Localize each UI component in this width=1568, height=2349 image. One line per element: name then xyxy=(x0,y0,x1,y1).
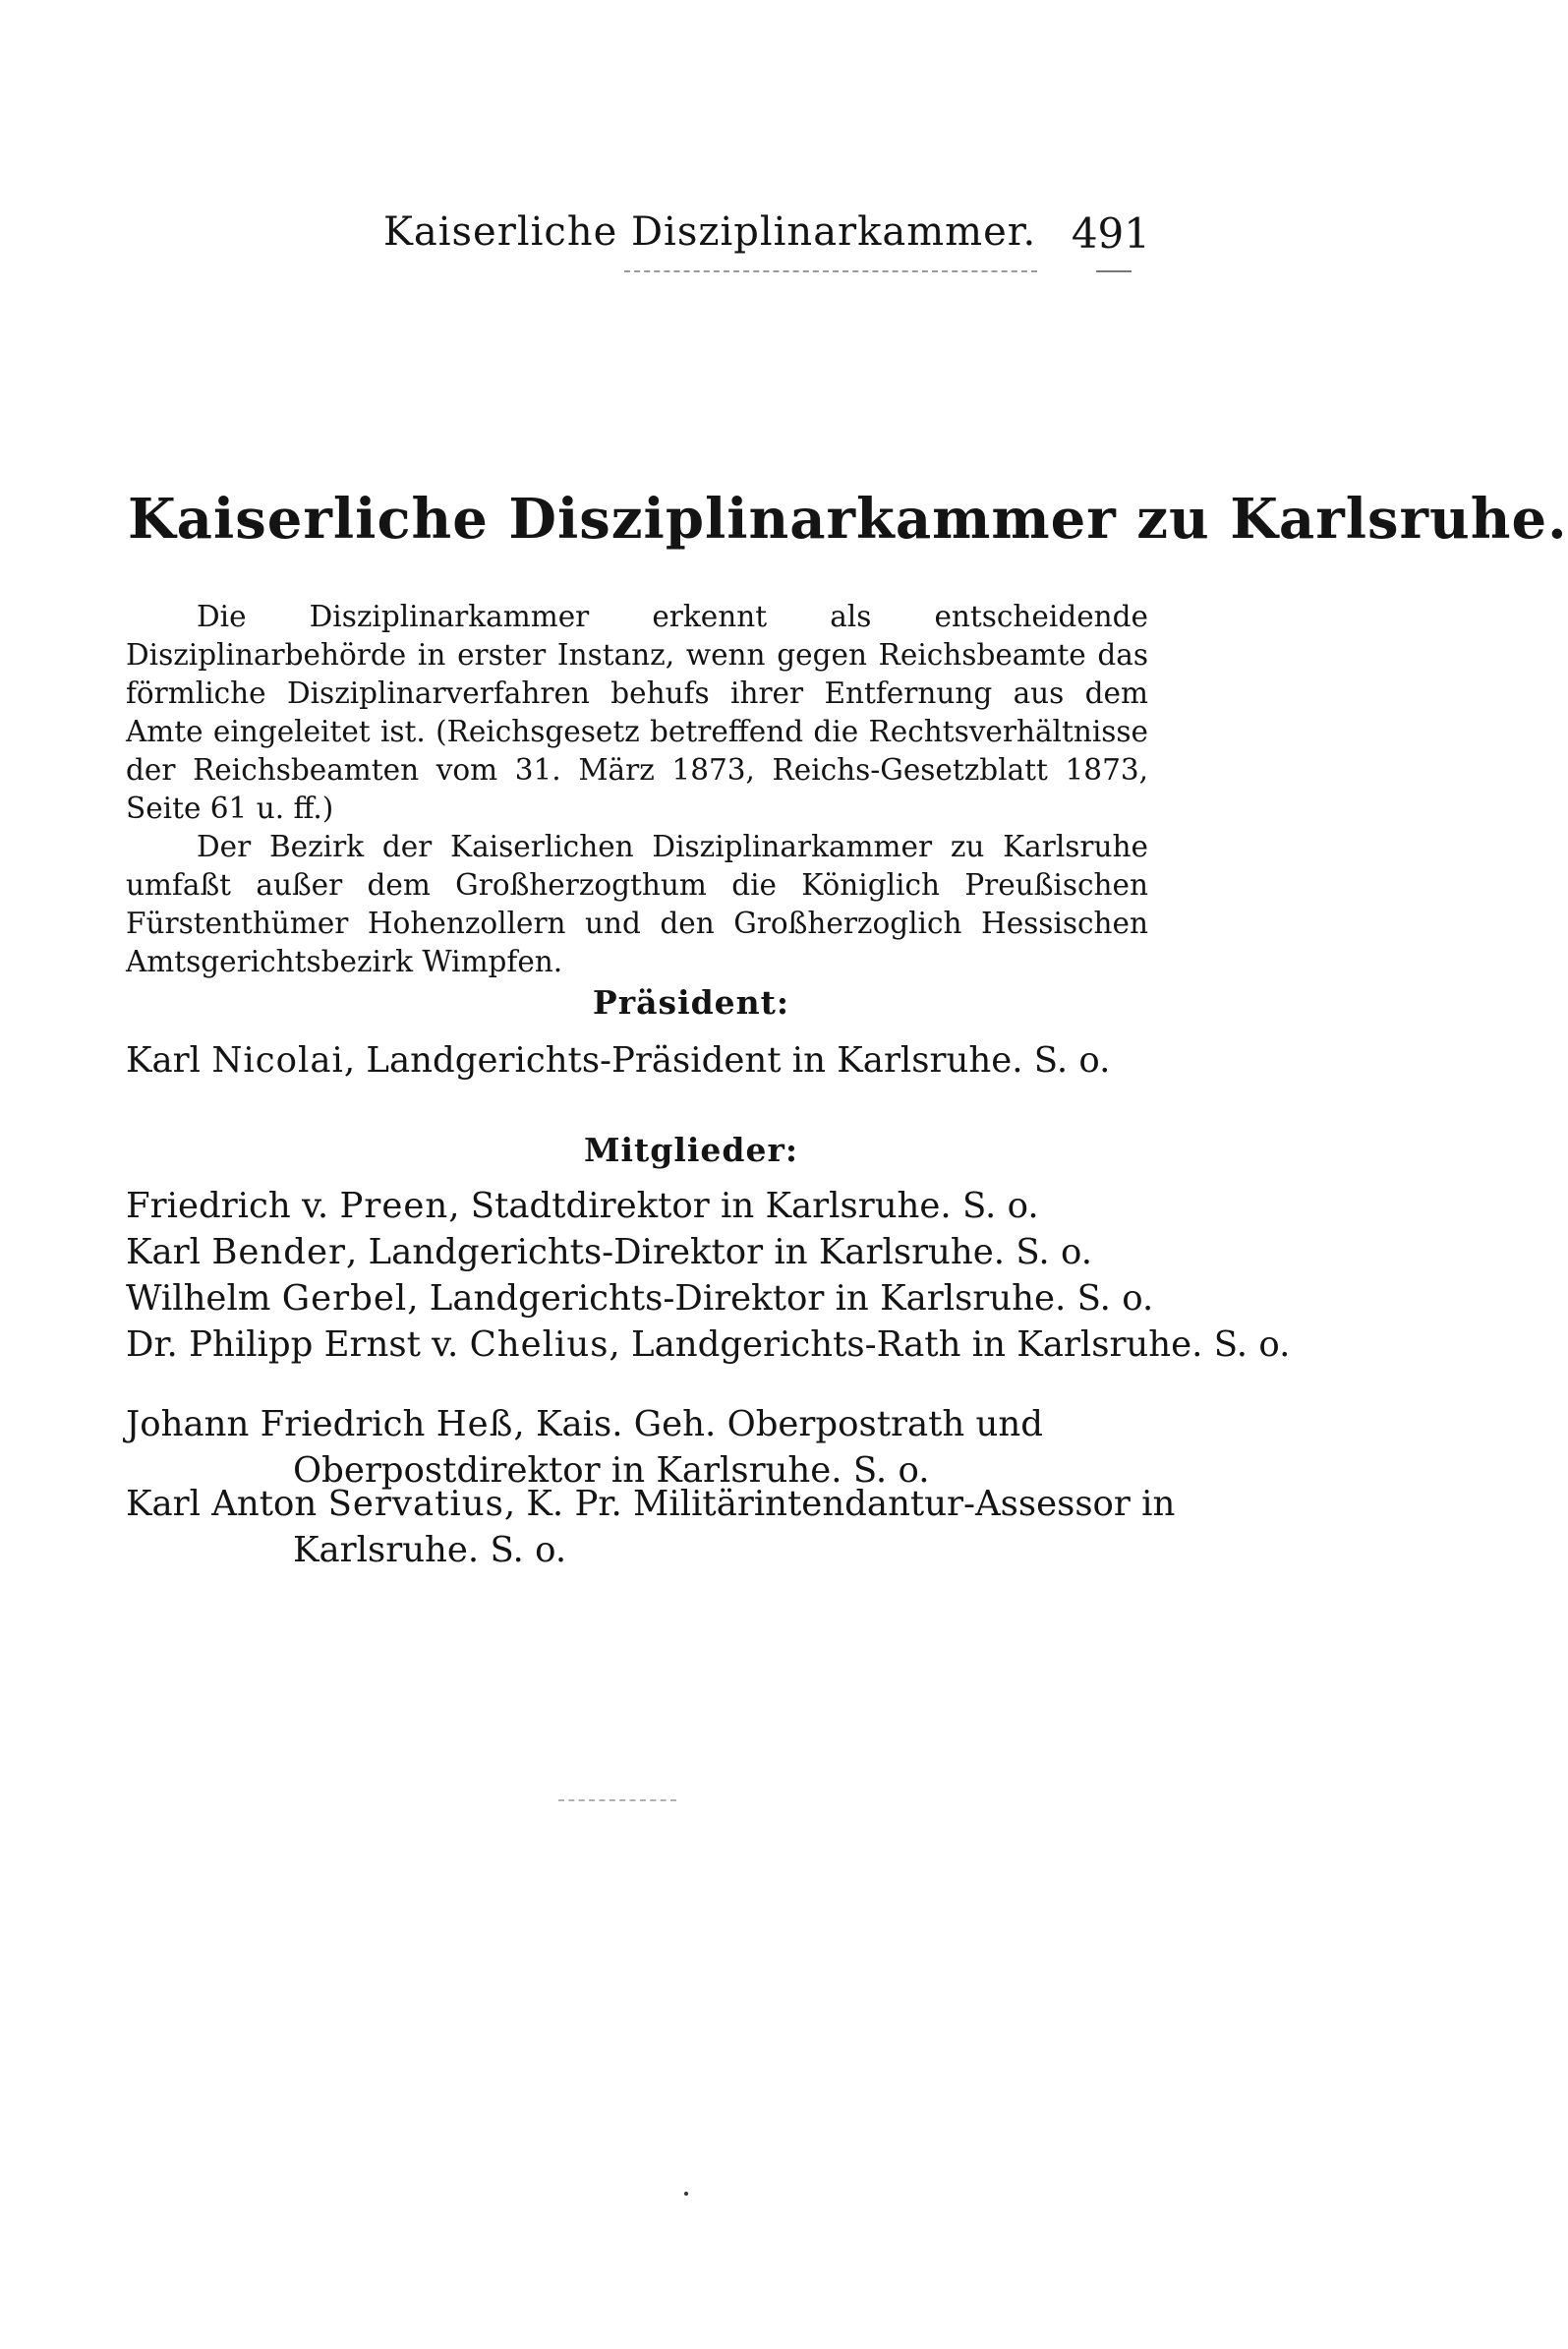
intro-paragraph-1: Die Disziplinarkammer erkennt als entscheidende Disziplinarbehörde in erster Instanz, wenn gegen Reichsbeamte das förmliche Disziplinarverfahren behufs ihrer Entfernung aus dem Amte eingeleitet ist. (Reichsgesetz betreffend die Rechtsverhältnisse der Reichsbeamten vom 31. März 1873, Reichs-Gesetzblatt 1873, Seite 61 u. ff.) xyxy=(126,600,1148,825)
header-rule xyxy=(624,270,1037,272)
president-heading: Präsident: xyxy=(592,983,790,1022)
entry-surname: Bender xyxy=(211,1232,346,1272)
entry-surname: Chelius xyxy=(469,1324,610,1365)
page-number: 491 xyxy=(1071,209,1150,258)
entry-given-name: Karl Anton xyxy=(126,1484,318,1524)
member-entry xyxy=(126,1401,1327,1494)
entry-given-name: Johann Friedrich xyxy=(126,1404,426,1444)
president-entry xyxy=(126,1037,1160,1084)
member-entry xyxy=(126,1275,1160,1321)
members-heading: Mitglieder: xyxy=(583,1131,799,1169)
member-entry xyxy=(126,1229,1160,1275)
entry-given-name: Karl xyxy=(126,1232,202,1272)
member-entry xyxy=(126,1481,1327,1573)
page-title: Kaiserliche Disziplinarkammer zu Karlsruhe. xyxy=(128,487,1568,552)
entry-description: , K. Pr. Militärintendantur-Assessor in Karlsruhe. S. o. xyxy=(293,1484,1176,1570)
entry-given-name: Karl xyxy=(126,1040,202,1081)
section-end-rule xyxy=(558,1799,676,1801)
entry-surname: Heß xyxy=(436,1404,514,1444)
page-number-rule xyxy=(1096,270,1132,272)
entry-surname: Gerbel xyxy=(281,1278,408,1319)
running-head xyxy=(383,202,1150,261)
intro-paragraph-2: Der Bezirk der Kaiserlichen Disziplinarkammer zu Karlsruhe umfaßt außer dem Großherzogthum die Königlich Preußischen Fürstenthümer Hohenzollern und den Großherzoglich Hessischen Amtsgerichtsbezirk Wimpfen. xyxy=(126,830,1148,978)
entry-given-name: Dr. Philipp Ernst v. xyxy=(126,1324,459,1365)
entry-description: , Kais. Geh. Oberpostrath und Oberpostdirektor in Karlsruhe. S. o. xyxy=(293,1404,1043,1491)
entry-description: , Stadtdirektor in Karlsruhe. S. o. xyxy=(448,1186,1039,1226)
running-title: Kaiserliche Disziplinarkammer. xyxy=(383,209,1037,255)
entry-surname: Servatius xyxy=(327,1484,504,1524)
member-entry xyxy=(126,1183,1160,1229)
entry-surname: Preen xyxy=(339,1186,449,1226)
entry-surname: Nicolai xyxy=(211,1040,344,1081)
entry-description: , Landgerichts-Direktor in Karlsruhe. S. o. xyxy=(345,1232,1093,1272)
entry-description: , Landgerichts-Präsident in Karlsruhe. S. o. xyxy=(343,1040,1111,1081)
entry-description: , Landgerichts-Direktor in Karlsruhe. S. o. xyxy=(407,1278,1154,1319)
entry-description: , Landgerichts-Rath in Karlsruhe. S. o. xyxy=(609,1324,1291,1365)
member-entry xyxy=(126,1321,1327,1368)
entry-given-name: Friedrich v. xyxy=(126,1186,329,1226)
entry-given-name: Wilhelm xyxy=(126,1278,271,1319)
intro-text xyxy=(126,598,1148,981)
ink-speck xyxy=(684,2192,688,2196)
